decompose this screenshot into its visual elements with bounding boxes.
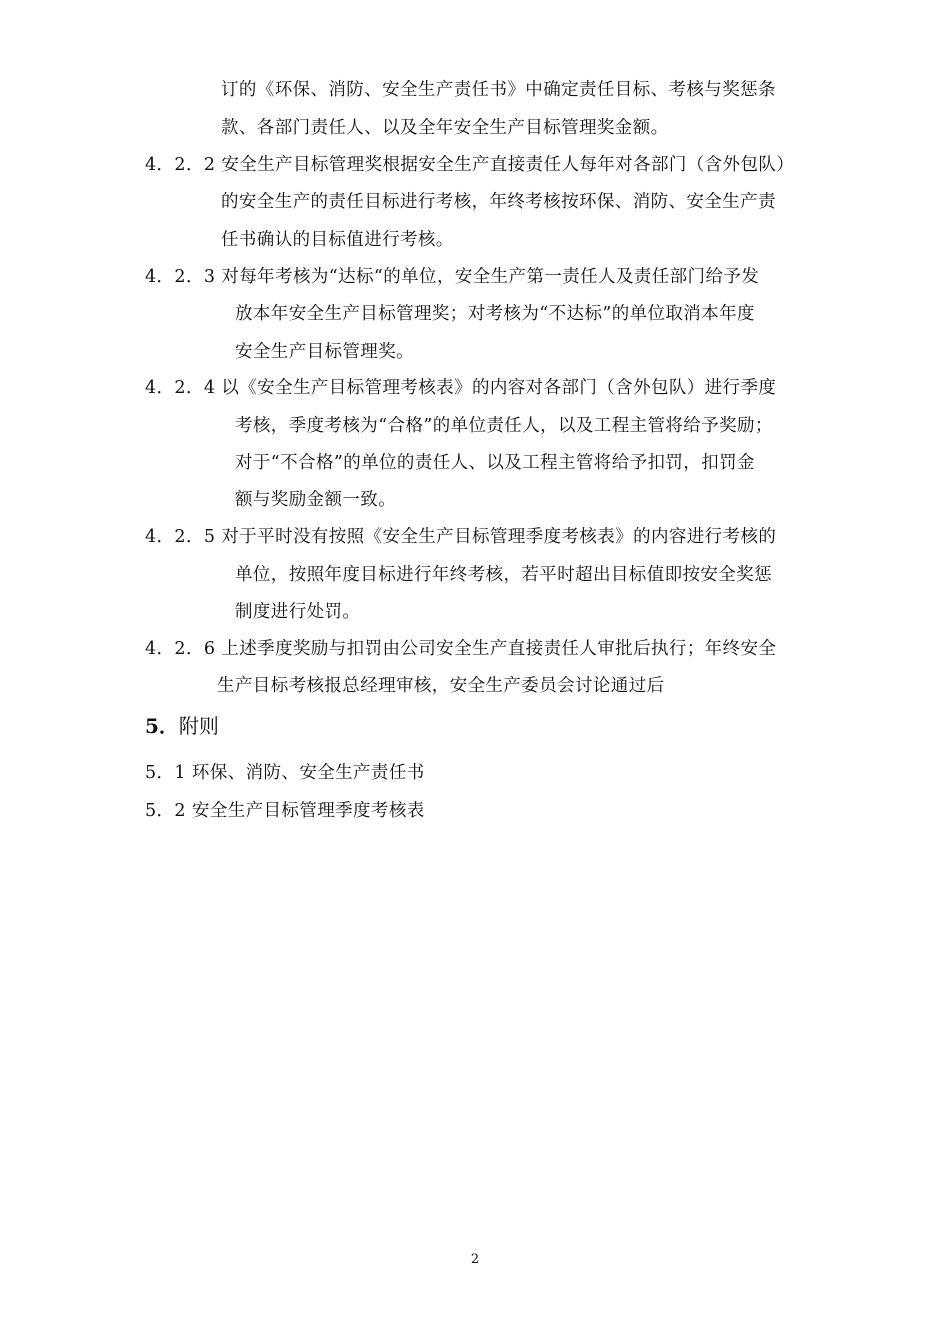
- clause-4-2-2-line-2: 的安全生产的责任目标进行考核，年终考核按环保、消防、安全生产责: [221, 192, 776, 212]
- section-5-title: 附则: [178, 714, 219, 738]
- clause-4-2-4-line-3: 对于“不合格”的单位的责任人、以及工程主管将给予扣罚，扣罚金: [235, 453, 755, 473]
- page-number: 2: [470, 1252, 480, 1267]
- clause-4-2-6-line-2: 生产目标考核报总经理审核，安全生产委员会讨论通过后: [217, 676, 665, 696]
- clause-4-2-6-line-1: 4．2．6 上述季度奖励与扣罚由公司安全生产直接责任人审批后执行；年终安全: [145, 639, 777, 659]
- clause-4-2-2-line-1: 4．2．2 安全生产目标管理奖根据安全生产直接责任人每年对各部门（含外包队）: [145, 155, 795, 175]
- section-5-heading: [145, 713, 219, 739]
- clause-4-2-2-line-3: 任书确认的目标值进行考核。: [221, 230, 454, 250]
- clause-4-2-5-line-1: 4．2．5 对于平时没有按照《安全生产目标管理季度考核表》的内容进行考核的: [145, 527, 777, 547]
- appendix-item-5-2: 5．2 安全生产目标管理季度考核表: [145, 801, 425, 821]
- clause-4-2-4-line-1: 4．2．4 以《安全生产目标管理考核表》的内容对各部门（含外包队）进行季度: [145, 378, 777, 398]
- clause-4-2-4-line-2: 考核，季度考核为“合格”的单位责任人，以及工程主管将给予奖励；: [235, 416, 773, 436]
- continuation-line-2: 款、各部门责任人、以及全年安全生产目标管理奖金额。: [221, 118, 669, 138]
- clause-4-2-5-line-3: 制度进行处罚。: [235, 602, 361, 622]
- clause-4-2-3-line-2: 放本年安全生产目标管理奖；对考核为“不达标”的单位取消本年度: [235, 304, 755, 324]
- clause-4-2-5-line-2: 单位，按照年度目标进行年终考核，若平时超出目标值即按安全奖惩: [235, 565, 772, 585]
- section-5-number: 5．: [145, 714, 179, 738]
- clause-4-2-3-line-3: 安全生产目标管理奖。: [235, 342, 414, 362]
- clause-4-2-4-line-4: 额与奖励金额一致。: [235, 490, 397, 510]
- appendix-item-5-1: 5．1 环保、消防、安全生产责任书: [145, 763, 425, 783]
- continuation-line-1: 订的《环保、消防、安全生产责任书》中确定责任目标、考核与奖惩条: [221, 80, 776, 100]
- clause-4-2-3-line-1: 4．2．3 对每年考核为“达标“的单位，安全生产第一责任人及责任部门给予发: [145, 267, 760, 287]
